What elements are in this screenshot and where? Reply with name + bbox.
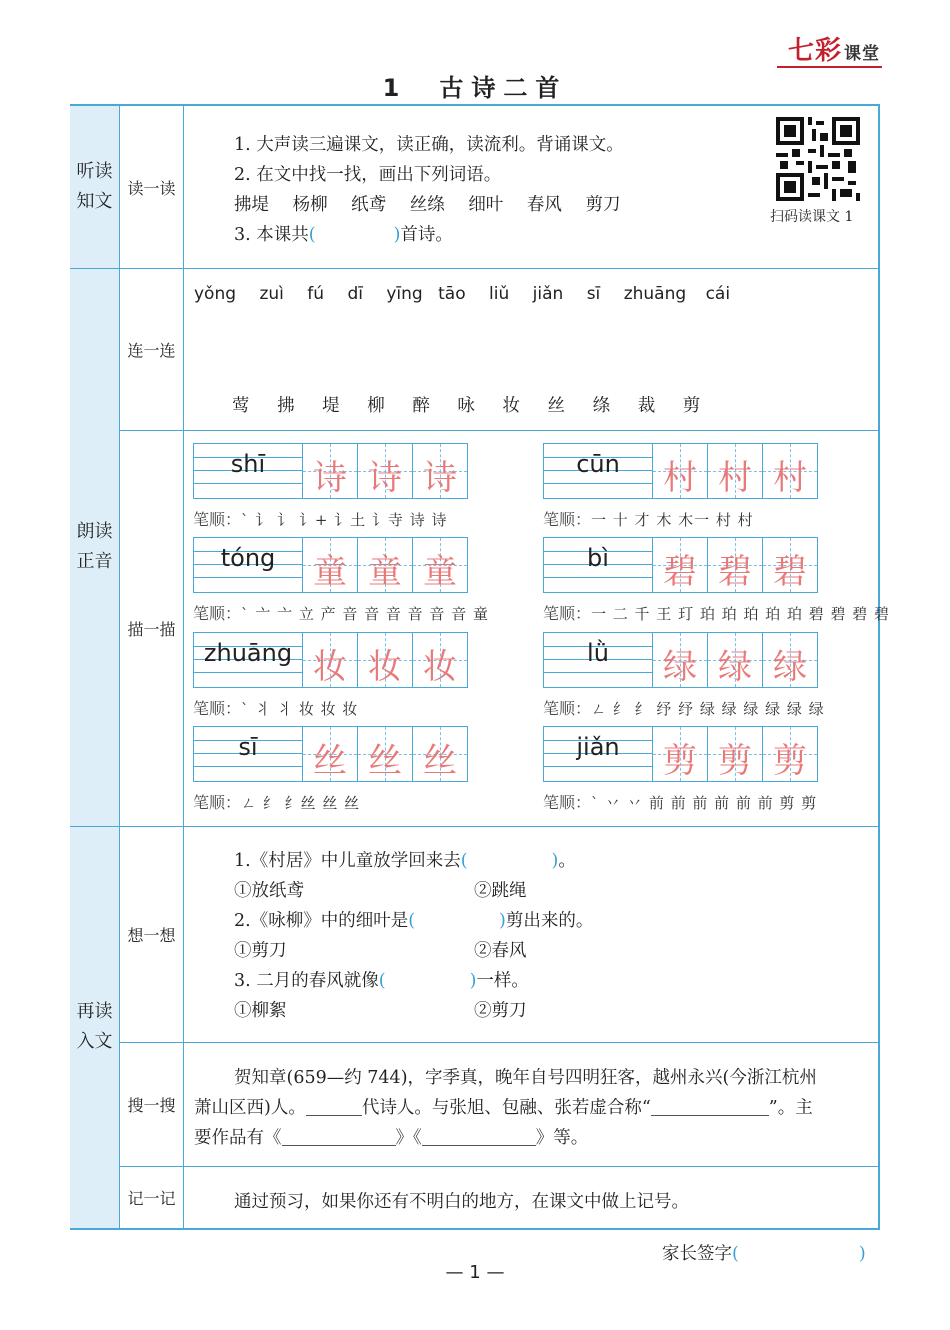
trace-box <box>543 632 818 688</box>
stroke-sequence: ` 丬 丬 妆 妆 妆 <box>241 700 359 718</box>
sub-read: 读一读 <box>120 106 184 268</box>
paren-close: ) <box>551 851 559 871</box>
writing-cell[interactable] <box>708 633 763 687</box>
trace-char: 绿 <box>773 647 807 687</box>
writing-cell[interactable] <box>708 444 763 498</box>
trace-char: 童 <box>313 552 347 592</box>
brand-main: 七彩 <box>787 36 842 66</box>
search-text: 萧山区西)人。 <box>194 1098 306 1118</box>
paren-open: ( <box>460 851 468 871</box>
writing-cell[interactable] <box>653 538 708 592</box>
stroke-order <box>543 601 890 624</box>
trace-char: 剪 <box>663 741 697 781</box>
section-listen-label: 听读 知文 <box>76 161 113 212</box>
read-line-2: 2. 在文中找一找，画出下列词语。 <box>234 165 502 185</box>
char[interactable]: 堤 <box>322 396 340 416</box>
writing-cell[interactable] <box>358 633 413 687</box>
writing-cell[interactable] <box>303 444 358 498</box>
sub-trace: 描一描 <box>120 430 184 826</box>
sub-think: 想一想 <box>120 826 184 1042</box>
stroke-order <box>193 790 360 813</box>
stroke-sequence: ㄥ 纟 纟 纾 纾 绿 绿 绿 绿 绿 绿 <box>591 700 825 718</box>
trace-char: 丝 <box>368 741 402 781</box>
char[interactable]: 拂 <box>277 396 295 416</box>
paren-open: ( <box>308 225 316 245</box>
think-q2 <box>234 907 593 932</box>
trace-pinyin: tóng <box>220 544 276 572</box>
stroke-order-label: 笔顺： <box>543 793 592 812</box>
char[interactable]: 剪 <box>682 396 701 416</box>
pinyin: dī <box>347 284 363 304</box>
q3-text: 3. 二月的春风就像 <box>234 971 379 991</box>
q1-text: 1.《村居》中儿童放学回来去 <box>234 851 461 871</box>
divider <box>70 826 880 827</box>
q3-end: 一样。 <box>476 971 529 991</box>
brand-sub: 课堂 <box>844 44 880 64</box>
q2-option-2[interactable]: ②春风 <box>474 941 527 961</box>
word: 杨柳 <box>292 195 328 215</box>
trace-box <box>543 726 818 782</box>
section-reread <box>70 826 120 1228</box>
read-line-1: 1. 大声读三遍课文，读正确，读流利。背诵课文。 <box>234 135 624 155</box>
search-text: 代诗人。与张旭、包融、张若虚合称“ <box>361 1098 651 1118</box>
writing-cell[interactable] <box>708 538 763 592</box>
trace-char: 童 <box>423 552 457 592</box>
sub-connect: 连一连 <box>120 268 184 430</box>
divider <box>70 268 880 269</box>
stroke-sequence: 一 二 千 王 玎 珀 珀 珀 珀 珀 碧 碧 碧 碧 <box>591 605 891 623</box>
writing-cell[interactable] <box>413 444 467 498</box>
answer-blank[interactable] <box>282 1127 396 1146</box>
q1-option-2[interactable]: ②跳绳 <box>474 881 527 901</box>
writing-cell[interactable] <box>413 538 467 592</box>
writing-cell[interactable] <box>763 444 817 498</box>
char[interactable]: 柳 <box>367 396 385 416</box>
trace-char: 绿 <box>718 647 752 687</box>
writing-cell[interactable] <box>653 727 708 781</box>
writing-cell[interactable] <box>358 538 413 592</box>
pinyin: cái <box>705 284 731 304</box>
section-read-aloud-label: 朗读 正音 <box>76 521 113 572</box>
pinyin: zhuāng <box>623 284 687 304</box>
trace-char: 碧 <box>773 552 807 592</box>
trace-char: 诗 <box>368 458 402 498</box>
think-q3 <box>234 967 529 992</box>
trace-box <box>193 537 468 593</box>
trace-char: 剪 <box>718 741 752 781</box>
pinyin: yīng <box>386 284 423 304</box>
pinyin: yǒng <box>194 284 237 304</box>
read-line-3-end: 首诗。 <box>400 225 453 245</box>
stroke-order <box>543 790 817 813</box>
pinyin-box <box>194 538 303 592</box>
trace-pinyin: sī <box>238 733 258 761</box>
brand-logo <box>788 30 880 67</box>
stroke-order-label: 笔顺： <box>193 604 242 623</box>
stroke-order <box>543 507 754 530</box>
writing-cell[interactable] <box>653 633 708 687</box>
char[interactable]: 丝 <box>547 396 566 416</box>
search-text: 要作品有《 <box>194 1128 282 1148</box>
pinyin-box <box>544 727 653 781</box>
word: 纸鸢 <box>351 195 387 215</box>
section-listen <box>70 106 120 268</box>
q2-option-1[interactable]: ①剪刀 <box>234 941 287 961</box>
page-number: — 1 — <box>445 1262 505 1283</box>
trace-char: 童 <box>368 552 402 592</box>
think-q1 <box>234 847 576 872</box>
answer-blank[interactable] <box>306 1097 362 1116</box>
search-text: 》《 <box>395 1128 422 1148</box>
trace-pinyin: lǜ <box>587 639 609 667</box>
trace-char: 丝 <box>423 741 457 781</box>
writing-cell[interactable] <box>653 444 708 498</box>
section-read-aloud <box>70 268 120 826</box>
writing-cell[interactable] <box>708 727 763 781</box>
pinyin-box <box>194 727 303 781</box>
trace-char: 村 <box>718 458 752 498</box>
pinyin: jiǎn <box>532 284 564 304</box>
trace-char: 绿 <box>663 647 697 687</box>
qr-code-icon[interactable] <box>776 117 860 201</box>
trace-char: 碧 <box>718 552 752 592</box>
char[interactable]: 醉 <box>412 396 430 416</box>
pinyin-box <box>544 633 653 687</box>
trace-char: 妆 <box>368 647 402 687</box>
stroke-sequence: 一 十 才 木 木一 村 村 <box>591 511 754 529</box>
word: 春风 <box>526 195 562 215</box>
char[interactable]: 裁 <box>637 396 656 416</box>
char[interactable]: 绦 <box>592 396 611 416</box>
pinyin-row <box>194 284 730 304</box>
char-row <box>232 392 700 417</box>
word: 细叶 <box>468 195 504 215</box>
pinyin: zuì <box>259 284 284 304</box>
read-line-3 <box>234 221 453 246</box>
read-words <box>234 191 620 216</box>
answer-blank[interactable] <box>651 1097 769 1116</box>
char[interactable]: 咏 <box>457 396 475 416</box>
writing-cell[interactable] <box>303 633 358 687</box>
stroke-sequence: ㄥ 纟 纟丝 丝 丝 <box>241 794 361 812</box>
signature-label: 家长签字 <box>662 1244 732 1264</box>
writing-cell[interactable] <box>763 727 817 781</box>
paren-open: ( <box>378 971 386 991</box>
stroke-order-label: 笔顺： <box>193 699 242 718</box>
section-reread-label: 再读 入文 <box>76 1001 113 1052</box>
paren-close: ) <box>858 1244 866 1264</box>
sub-search: 搜一搜 <box>120 1042 184 1166</box>
page-title: 1 古诗二首 <box>382 74 568 102</box>
char[interactable]: 妆 <box>502 396 520 416</box>
writing-cell[interactable] <box>358 727 413 781</box>
paren-open: ( <box>732 1244 739 1264</box>
writing-cell[interactable] <box>413 727 467 781</box>
writing-cell[interactable] <box>358 444 413 498</box>
writing-cell[interactable] <box>303 727 358 781</box>
pinyin: sī <box>586 284 601 304</box>
trace-char: 诗 <box>423 458 457 498</box>
trace-pinyin: jiǎn <box>576 733 620 761</box>
char[interactable]: 莺 <box>232 396 250 416</box>
stroke-order <box>543 696 825 719</box>
answer-blank[interactable] <box>422 1127 536 1146</box>
stroke-order-label: 笔顺： <box>543 699 592 718</box>
stroke-order <box>193 507 447 530</box>
writing-cell[interactable] <box>763 633 817 687</box>
paren-close: ) <box>499 911 506 931</box>
qr-caption: 扫码读课文 1 <box>770 209 854 225</box>
pinyin: tāo <box>438 284 466 304</box>
trace-pinyin: zhuāng <box>203 639 293 667</box>
q1-option-1[interactable]: ①放纸鸢 <box>234 881 304 901</box>
word: 拂堤 <box>234 195 269 215</box>
trace-box <box>193 443 468 499</box>
note-text: 通过预习，如果你还有不明白的地方，在课文中做上记号。 <box>234 1192 689 1212</box>
stroke-order-label: 笔顺： <box>543 604 592 623</box>
pinyin-box <box>194 444 303 498</box>
pinyin-box <box>544 538 653 592</box>
stroke-sequence: ` 丷 丷 前 前 前 前 前 前 剪 剪 <box>591 794 818 812</box>
pinyin-box <box>194 633 303 687</box>
q3-option-1[interactable]: ①柳絮 <box>234 1001 287 1021</box>
divider <box>120 1166 880 1167</box>
trace-box <box>193 632 468 688</box>
stroke-order <box>193 601 489 624</box>
writing-cell[interactable] <box>763 538 817 592</box>
search-line-2 <box>194 1094 813 1119</box>
writing-cell[interactable] <box>413 633 467 687</box>
trace-pinyin: bì <box>587 544 609 572</box>
stroke-order <box>193 696 358 719</box>
word: 剪刀 <box>585 195 621 215</box>
trace-char: 村 <box>663 458 697 498</box>
divider <box>120 430 880 431</box>
q2-end: 剪出来的。 <box>505 911 594 931</box>
pinyin: liǔ <box>489 284 510 304</box>
paren-close: ) <box>393 225 401 245</box>
search-text: ”。主 <box>768 1098 813 1118</box>
divider <box>120 1042 880 1043</box>
stroke-order-label: 笔顺： <box>193 510 242 529</box>
q2-text: 2.《咏柳》中的细叶是 <box>234 911 409 931</box>
stroke-sequence: ` 亠 亠 立 产 音 音 音 音 音 音 童 <box>241 605 489 623</box>
trace-char: 妆 <box>313 647 347 687</box>
sub-note: 记一记 <box>120 1166 184 1228</box>
pinyin: fú <box>307 284 325 304</box>
search-line-3 <box>194 1124 588 1149</box>
pinyin-box <box>544 444 653 498</box>
read-line-3-text: 3. 本课共 <box>234 225 309 245</box>
trace-pinyin: cūn <box>576 450 620 478</box>
search-line-1: 贺知章(659—约 744)，字季真，晚年自号四明狂客，越州永兴(今浙江杭州 <box>234 1068 817 1088</box>
writing-cell[interactable] <box>303 538 358 592</box>
trace-box <box>543 443 818 499</box>
paren-close: ) <box>469 971 477 991</box>
trace-box <box>193 726 468 782</box>
stroke-order-label: 笔顺： <box>543 510 592 529</box>
trace-char: 丝 <box>313 741 347 781</box>
stroke-order-label: 笔顺： <box>193 793 242 812</box>
trace-pinyin: shī <box>230 450 266 478</box>
stroke-sequence: ` 讠 讠 讠+ 讠土 讠寺 诗 诗 <box>241 511 448 529</box>
q3-option-2[interactable]: ②剪刀 <box>474 1001 527 1021</box>
paren-open: ( <box>408 911 416 931</box>
trace-char: 村 <box>773 458 807 498</box>
q1-end: 。 <box>558 851 576 871</box>
trace-char: 妆 <box>423 647 457 687</box>
trace-char: 剪 <box>773 741 807 781</box>
trace-char: 诗 <box>313 458 347 498</box>
word: 丝绦 <box>409 195 445 215</box>
trace-box <box>543 537 818 593</box>
trace-char: 碧 <box>663 552 697 592</box>
search-text: 》等。 <box>535 1128 589 1148</box>
